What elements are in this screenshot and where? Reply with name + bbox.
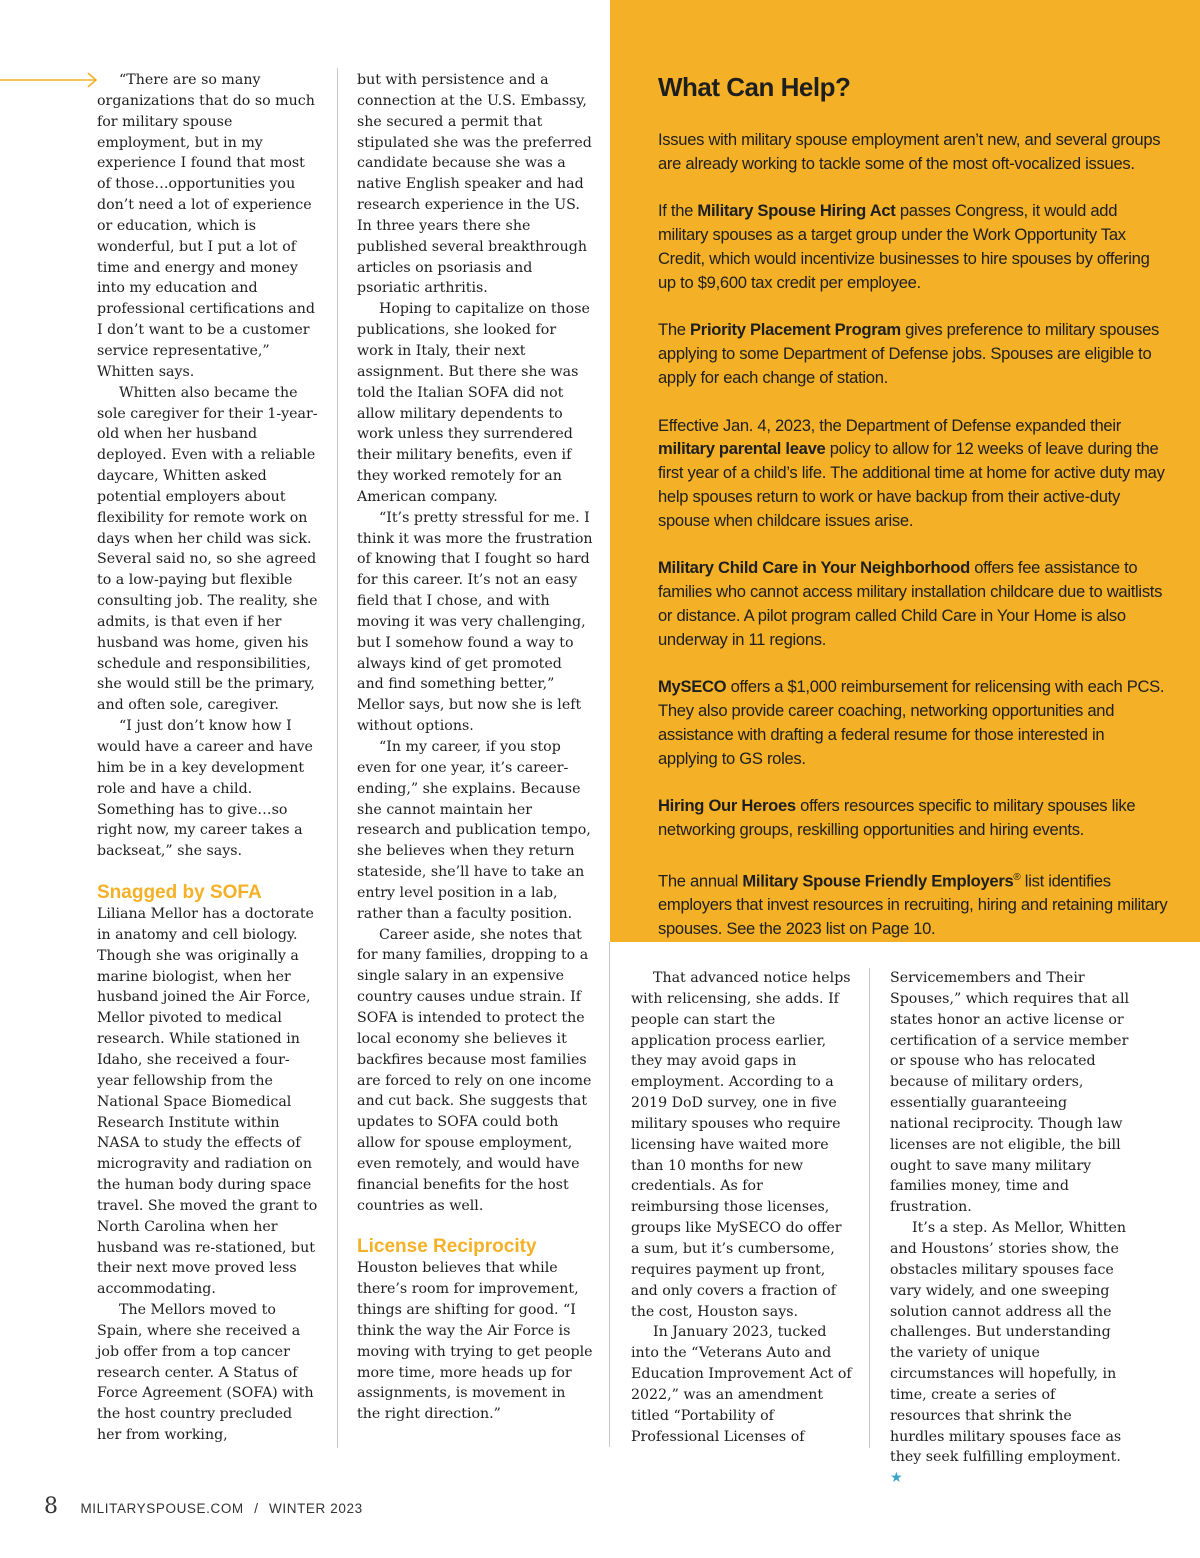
column-divider — [609, 942, 610, 1447]
sidebar-item-priority-placement: The Priority Placement Program gives preference to military spouses applying to some Department of Defense jobs. Spouses are eligible to apply for each change of station. — [658, 320, 1159, 387]
paragraph: “I just don’t know how I would have a career and have him be in a key development role and have a child. Something has to give…so right now, my career takes a backseat,” she says. — [97, 718, 313, 860]
paragraph: Liliana Mellor has a doctorate in anatomy and cell biology. Though she was originally a marine biologist, when her husband joined the Air Force, Mellor pivoted to medical research. While stationed in Idaho, she received a four-year fellowship from the National Space Biomedical Research Institute within NASA to study the effects of microgravity and radiation on the human body during space travel. She moved the grant to North Carolina when her husband was re-stationed, but their next move proved less accommodating. — [97, 906, 318, 1298]
sidebar-title: What Can Help? — [658, 72, 851, 102]
paragraph: In January 2023, tucked into the “Veterans Auto and Education Improvement Act of 2022,” was an amendment titled “Portability of Professional Licenses of — [631, 1324, 852, 1445]
paragraph: It’s a step. As Mellor, Whitten and Houstons’ stories show, the obstacles military spouses face vary widely, and one sweeping solution cannot address all the challenges. But understanding the variety of unique circumstances will hopefully, in time, create a series of resources that shrink the hurdles military spouses face as they seek fulfilling employment. ★ — [890, 1220, 1127, 1487]
paragraph: Houston believes that while there’s room for improvement, things are shifting for good. “I think the way the Air Force is moving with trying to get people more time, more heads up for assignments, is movement in the right direction.” — [357, 1260, 593, 1423]
section-heading-snagged-by-sofa: Snagged by SOFA — [97, 882, 262, 904]
sidebar-item-hiring-our-heroes: Hiring Our Heroes offers resources specific to military spouses like networking groups, reskilling opportunities and hiring events. — [658, 796, 1136, 840]
article-column-2 — [357, 70, 593, 1425]
paragraph: “It’s pretty stressful for me. I think it was more the frustration of knowing that I fought so hard for this career. It’s not an easy field that I chose, and with moving it was very challenging, but I somehow found a way to always kind of get promoted and find something better,” Mellor says, but now she is left without options. — [357, 509, 593, 735]
sidebar-item-hiring-act: If the Military Spouse Hiring Act passes Congress, it would add military spouses as a target group under the Work Opportunity Tax Credit, which would incentivize businesses to hire spouses by offering up to $9,600 tax credit per employee. — [658, 201, 1150, 292]
column-divider — [869, 968, 870, 1448]
paragraph: That advanced notice helps with relicensing, she adds. If people can start the application process earlier, they may avoid gaps in employment. According to a 2019 DoD survey, one in five military spouses who require licensing have waited more than 10 months for new credentials. As for reimbursing those licenses, groups like MySECO do offer a sum, but it’s cumbersome, requires payment up front, and only covers a fraction of the cost, Houston says. — [631, 970, 851, 1320]
article-column-1 — [97, 70, 319, 1446]
paragraph: “There are so many organizations that do so much for military spouse employment, but in my experience I found that most of those…opportunities you don’t need a lot of experience or education, which is wonderful, but I put a lot of time and energy and money into my education and professional certifications and I don’t want to be a customer service representative,” Whitten says. — [97, 72, 315, 380]
article-column-3 — [631, 968, 853, 1447]
footer-separator: / — [254, 1501, 259, 1516]
star-icon: ★ — [890, 1470, 903, 1487]
sidebar-item-friendly-employers: The annual Military Spouse Friendly Employers® list identifies employers that invest resources in recruiting, hiring and retaining military spouses. See the 2023 list on Page 10. — [658, 871, 1168, 938]
page-number: 8 — [44, 1494, 58, 1519]
paragraph: Servicemembers and Their Spouses,” which requires that all states honor an active license or certification of a service member or spouse who has relocated because of military orders, essentially guaranteeing national reciprocity. Though law licenses are not eligible, the bill ought to save many military families money, time and frustration. — [890, 970, 1130, 1216]
paragraph: Whitten also became the sole caregiver for their 1-year-old when her husband deployed. Even with a reliable daycare, Whitten asked potential employers about flexibility for remote work on days when her child was sick. Several said no, so she agreed to a low-paying but flexible consulting job. The reality, she admits, is that even if her husband was home, given his schedule and responsibilities, she would still be the primary, and often sole, caregiver. — [97, 384, 318, 714]
section-heading-license-reciprocity: License Reciprocity — [357, 1236, 537, 1258]
sidebar-item-parental-leave: Effective Jan. 4, 2023, the Department of Defense expanded their military parental leave policy to allow for 12 weeks of leave during the first year of a child’s life. The additional time at home for active duty may help spouses return to work or have backup from their active-duty spouse when childcare issues arise. — [658, 415, 1165, 530]
issue-label: WINTER 2023 — [269, 1501, 363, 1516]
paragraph: Hoping to capitalize on those publications, she looked for work in Italy, their next assignment. But there she was told the Italian SOFA did not allow military dependents to work unless they surrendered their military benefits, even if they worked remotely for an American company. — [357, 301, 590, 505]
paragraph: “In my career, if you stop even for one year, it’s career-ending,” she explains. Because she cannot maintain her research and publication tempo, she believes when they return stateside, she’ll have to take an entry level position in a lab, rather than a faculty position. — [357, 739, 591, 922]
sidebar-item-myseco: MySECO offers a $1,000 reimbursement for relicensing with each PCS. They also provide career coaching, networking opportunities and assistance with drafting a federal resume for those interested in applying to GS roles. — [658, 677, 1165, 768]
arrow-icon — [0, 70, 100, 90]
paragraph: The Mellors moved to Spain, where she received a job offer from a top cancer research center. A Status of Force Agreement (SOFA) with the host country precluded her from working, — [97, 1302, 314, 1444]
sidebar-what-can-help — [610, 0, 1200, 942]
paragraph: but with persistence and a connection at the U.S. Embassy, she secured a permit that stipulated she was the preferred candidate because she was a native English speaker and had research experience in the US. In three years there she published several breakthrough articles on psoriasis and psoriatic arthritis. — [357, 72, 592, 297]
column-divider — [337, 68, 338, 1448]
sidebar-intro: Issues with military spouse employment aren’t new, and several groups are already working to tackle some of the most oft-vocalized issues. — [658, 130, 1161, 173]
publication-name: MILITARYSPOUSE.COM — [80, 1501, 244, 1516]
paragraph: Career aside, she notes that for many families, dropping to a single salary in an expensive country causes undue strain. If SOFA is intended to protect the local economy she believes it backfires because most families are forced to rely on one income and cut back. She suggests that updates to SOFA could both allow for spouse employment, even remotely, and would have financial benefits for the host countries as well. — [357, 926, 592, 1214]
article-column-4 — [890, 968, 1130, 1489]
page-footer — [44, 1494, 363, 1519]
sidebar-item-child-care: Military Child Care in Your Neighborhood offers fee assistance to families who cannot access military installation childcare due to waitlists or distance. A pilot program called Child Care in Your Home is also underway in 11 regions. — [658, 558, 1163, 649]
